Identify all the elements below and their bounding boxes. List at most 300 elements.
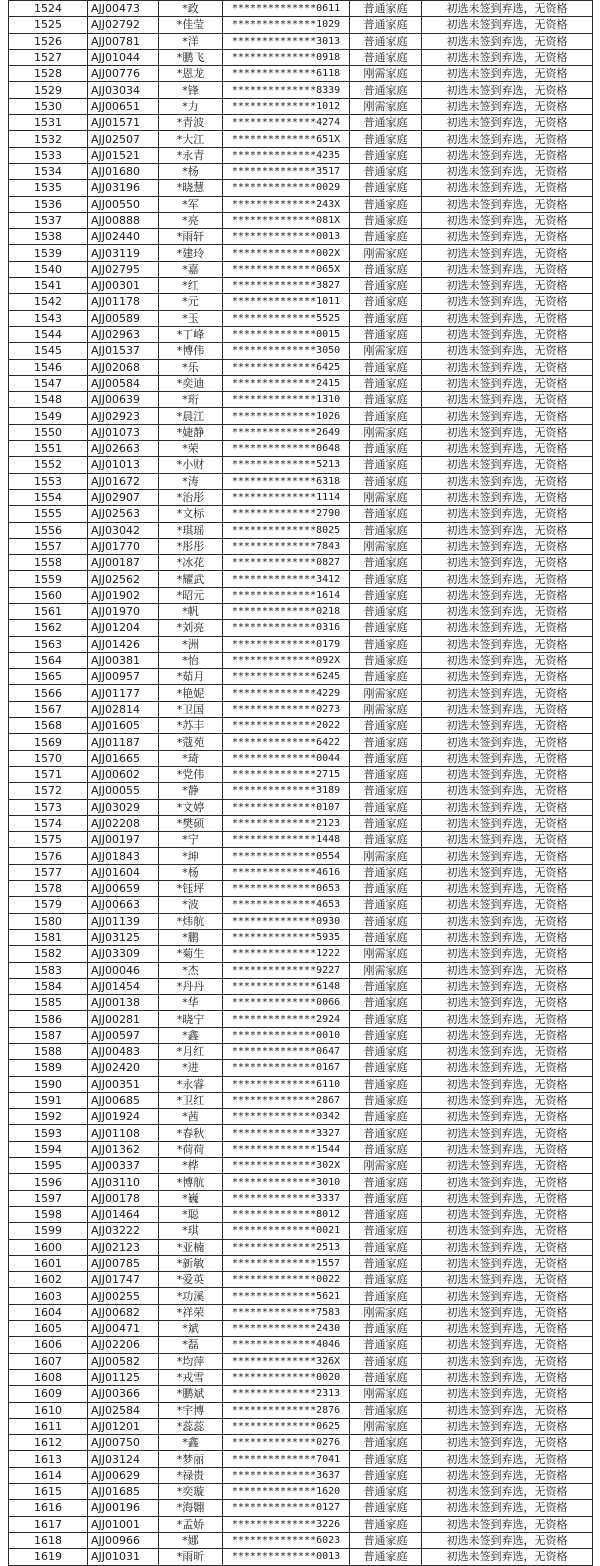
row-number-cell: 1575	[9, 832, 88, 848]
household-type-cell: 普通家庭	[350, 392, 422, 408]
applicant-name-cell: *鑫	[159, 1027, 223, 1043]
household-type-cell: 普通家庭	[350, 1288, 422, 1304]
selection-result-cell: 初选未签到弃选，无资格	[422, 1451, 593, 1467]
table-row	[9, 82, 593, 98]
masked-id-number-cell: **************081X	[223, 212, 350, 228]
applicant-name-cell: *娜	[159, 1532, 223, 1548]
application-id-cell: AJJ02562	[88, 571, 159, 587]
application-id-cell: AJJ00584	[88, 375, 159, 391]
household-type-cell: 普通家庭	[350, 555, 422, 571]
selection-result-cell: 初选未签到弃选，无资格	[422, 1092, 593, 1108]
household-type-cell: 刚需家庭	[350, 1304, 422, 1320]
masked-id-number-cell: **************1614	[223, 587, 350, 603]
applicant-name-cell: *巍	[159, 1190, 223, 1206]
masked-id-number-cell: **************065X	[223, 261, 350, 277]
masked-id-number-cell: **************3327	[223, 1125, 350, 1141]
row-number-cell: 1544	[9, 326, 88, 342]
table-row	[9, 701, 593, 717]
row-number-cell: 1608	[9, 1369, 88, 1385]
household-type-cell: 普通家庭	[350, 1044, 422, 1060]
application-id-cell: AJJ00582	[88, 1353, 159, 1369]
household-type-cell: 普通家庭	[350, 718, 422, 734]
masked-id-number-cell: **************6245	[223, 669, 350, 685]
household-type-cell: 刚需家庭	[350, 685, 422, 701]
application-id-cell: AJJ01013	[88, 457, 159, 473]
table-row	[9, 1092, 593, 1108]
selection-result-cell: 初选未签到弃选，无资格	[422, 718, 593, 734]
applicant-name-cell: *彤彤	[159, 538, 223, 554]
household-type-cell: 普通家庭	[350, 913, 422, 929]
selection-result-cell: 初选未签到弃选，无资格	[422, 1109, 593, 1125]
results-table-body	[9, 1, 593, 1566]
applicant-name-cell: *杨	[159, 163, 223, 179]
household-type-cell: 普通家庭	[350, 587, 422, 603]
applicant-name-cell: *雨轩	[159, 229, 223, 245]
household-type-cell: 普通家庭	[350, 1060, 422, 1076]
household-type-cell: 普通家庭	[350, 603, 422, 619]
application-id-cell: AJJ02507	[88, 131, 159, 147]
row-number-cell: 1545	[9, 343, 88, 359]
application-id-cell: AJJ03034	[88, 82, 159, 98]
row-number-cell: 1611	[9, 1418, 88, 1434]
applicant-name-cell: *功溪	[159, 1288, 223, 1304]
row-number-cell: 1546	[9, 359, 88, 375]
row-number-cell: 1579	[9, 897, 88, 913]
application-id-cell: AJJ03042	[88, 522, 159, 538]
row-number-cell: 1606	[9, 1337, 88, 1353]
application-id-cell: AJJ00957	[88, 669, 159, 685]
applicant-name-cell: *洋	[159, 33, 223, 49]
masked-id-number-cell: **************3337	[223, 1190, 350, 1206]
table-row	[9, 881, 593, 897]
selection-result-cell: 初选未签到弃选，无资格	[422, 1272, 593, 1288]
applicant-name-cell: *永睿	[159, 1076, 223, 1092]
selection-result-cell: 初选未签到弃选，无资格	[422, 1174, 593, 1190]
masked-id-number-cell: **************0066	[223, 995, 350, 1011]
household-type-cell: 普通家庭	[350, 375, 422, 391]
row-number-cell: 1562	[9, 620, 88, 636]
table-row	[9, 1272, 593, 1288]
application-id-cell: AJJ00597	[88, 1027, 159, 1043]
row-number-cell: 1535	[9, 180, 88, 196]
household-type-cell: 普通家庭	[350, 978, 422, 994]
household-type-cell: 普通家庭	[350, 180, 422, 196]
household-type-cell: 普通家庭	[350, 49, 422, 65]
row-number-cell: 1605	[9, 1321, 88, 1337]
row-number-cell: 1618	[9, 1532, 88, 1548]
household-type-cell: 刚需家庭	[350, 946, 422, 962]
selection-result-cell: 初选未签到弃选，无资格	[422, 1060, 593, 1076]
applicant-name-cell: *孟娇	[159, 1516, 223, 1532]
applicant-name-cell: *玉	[159, 310, 223, 326]
applicant-name-cell: *亚楠	[159, 1239, 223, 1255]
application-id-cell: AJJ00589	[88, 310, 159, 326]
applicant-name-cell: *春秋	[159, 1125, 223, 1141]
household-type-cell: 普通家庭	[350, 832, 422, 848]
masked-id-number-cell: **************7583	[223, 1304, 350, 1320]
applicant-name-cell: *杨	[159, 864, 223, 880]
application-id-cell: AJJ00659	[88, 881, 159, 897]
applicant-name-cell: *耀武	[159, 571, 223, 587]
masked-id-number-cell: **************2415	[223, 375, 350, 391]
selection-result-cell: 初选未签到弃选，无资格	[422, 278, 593, 294]
application-id-cell: AJJ03124	[88, 1451, 159, 1467]
row-number-cell: 1547	[9, 375, 88, 391]
application-id-cell: AJJ02563	[88, 506, 159, 522]
applicant-name-cell: *晓宁	[159, 1011, 223, 1027]
selection-result-cell: 初选未签到弃选，无资格	[422, 1516, 593, 1532]
applicant-name-cell: *鹏	[159, 929, 223, 945]
selection-result-cell: 初选未签到弃选，无资格	[422, 245, 593, 261]
masked-id-number-cell: **************3412	[223, 571, 350, 587]
selection-result-cell: 初选未签到弃选，无资格	[422, 229, 593, 245]
application-id-cell: AJJ01665	[88, 750, 159, 766]
row-number-cell: 1537	[9, 212, 88, 228]
application-id-cell: AJJ03119	[88, 245, 159, 261]
household-type-cell: 普通家庭	[350, 82, 422, 98]
row-number-cell: 1563	[9, 636, 88, 652]
row-number-cell: 1555	[9, 506, 88, 522]
applicant-name-cell: *杰	[159, 962, 223, 978]
row-number-cell: 1552	[9, 457, 88, 473]
selection-result-cell: 初选未签到弃选，无资格	[422, 1402, 593, 1418]
household-type-cell: 刚需家庭	[350, 1386, 422, 1402]
applicant-name-cell: *海翾	[159, 1500, 223, 1516]
household-type-cell: 普通家庭	[350, 1549, 422, 1565]
application-id-cell: AJJ01672	[88, 473, 159, 489]
selection-result-cell: 初选未签到弃选，无资格	[422, 881, 593, 897]
row-number-cell: 1554	[9, 489, 88, 505]
household-type-cell: 普通家庭	[350, 1027, 422, 1043]
selection-result-cell: 初选未签到弃选，无资格	[422, 1011, 593, 1027]
household-type-cell: 普通家庭	[350, 473, 422, 489]
table-row	[9, 1060, 593, 1076]
household-type-cell: 普通家庭	[350, 571, 422, 587]
masked-id-number-cell: **************0020	[223, 1369, 350, 1385]
row-number-cell: 1533	[9, 147, 88, 163]
selection-result-cell: 初选未签到弃选，无资格	[422, 66, 593, 82]
applicant-name-cell: *卫红	[159, 1092, 223, 1108]
selection-result-cell: 初选未签到弃选，无资格	[422, 799, 593, 815]
masked-id-number-cell: **************2313	[223, 1386, 350, 1402]
applicant-name-cell: *博航	[159, 1174, 223, 1190]
selection-result-cell: 初选未签到弃选，无资格	[422, 636, 593, 652]
applicant-name-cell: *嘉	[159, 261, 223, 277]
row-number-cell: 1578	[9, 881, 88, 897]
selection-result-cell: 初选未签到弃选，无资格	[422, 131, 593, 147]
application-id-cell: AJJ03110	[88, 1174, 159, 1190]
selection-result-cell: 初选未签到弃选，无资格	[422, 1206, 593, 1222]
household-type-cell: 普通家庭	[350, 1451, 422, 1467]
selection-result-cell: 初选未签到弃选，无资格	[422, 685, 593, 701]
selection-result-cell: 初选未签到弃选，无资格	[422, 1125, 593, 1141]
household-type-cell: 刚需家庭	[350, 489, 422, 505]
table-row	[9, 750, 593, 766]
applicant-name-cell: *军	[159, 196, 223, 212]
household-type-cell: 普通家庭	[350, 278, 422, 294]
masked-id-number-cell: **************5935	[223, 929, 350, 945]
selection-result-cell: 初选未签到弃选，无资格	[422, 783, 593, 799]
selection-result-cell: 初选未签到弃选，无资格	[422, 343, 593, 359]
masked-id-number-cell: **************3226	[223, 1516, 350, 1532]
selection-result-cell: 初选未签到弃选，无资格	[422, 408, 593, 424]
selection-result-cell: 初选未签到弃选，无资格	[422, 1532, 593, 1548]
table-row	[9, 864, 593, 880]
results-table	[8, 0, 593, 1566]
selection-result-cell: 初选未签到弃选，无资格	[422, 864, 593, 880]
household-type-cell: 普通家庭	[350, 326, 422, 342]
applicant-name-cell: *鹏斌	[159, 1386, 223, 1402]
masked-id-number-cell: **************4235	[223, 147, 350, 163]
table-row	[9, 734, 593, 750]
row-number-cell: 1564	[9, 652, 88, 668]
application-id-cell: AJJ01843	[88, 848, 159, 864]
masked-id-number-cell: **************2022	[223, 718, 350, 734]
application-id-cell: AJJ01680	[88, 163, 159, 179]
household-type-cell: 普通家庭	[350, 1467, 422, 1483]
table-row	[9, 1011, 593, 1027]
table-row	[9, 245, 593, 261]
row-number-cell: 1551	[9, 441, 88, 457]
application-id-cell: AJJ02963	[88, 326, 159, 342]
table-row	[9, 1353, 593, 1369]
selection-result-cell: 初选未签到弃选，无资格	[422, 473, 593, 489]
applicant-name-cell: *佳莹	[159, 17, 223, 33]
applicant-name-cell: *珩	[159, 392, 223, 408]
household-type-cell: 刚需家庭	[350, 424, 422, 440]
household-type-cell: 普通家庭	[350, 229, 422, 245]
masked-id-number-cell: **************2430	[223, 1321, 350, 1337]
table-row	[9, 1321, 593, 1337]
table-row	[9, 1386, 593, 1402]
application-id-cell: AJJ02795	[88, 261, 159, 277]
application-id-cell: AJJ00651	[88, 98, 159, 114]
application-id-cell: AJJ00483	[88, 1044, 159, 1060]
applicant-name-cell: *蔻苑	[159, 734, 223, 750]
row-number-cell: 1595	[9, 1158, 88, 1174]
table-row	[9, 1239, 593, 1255]
applicant-name-cell: *进	[159, 1060, 223, 1076]
application-id-cell: AJJ01426	[88, 636, 159, 652]
application-id-cell: AJJ01604	[88, 864, 159, 880]
selection-result-cell: 初选未签到弃选，无资格	[422, 1484, 593, 1500]
application-id-cell: AJJ00471	[88, 1321, 159, 1337]
masked-id-number-cell: **************3189	[223, 783, 350, 799]
applicant-name-cell: *磊	[159, 1337, 223, 1353]
selection-result-cell: 初选未签到弃选，无资格	[422, 962, 593, 978]
application-id-cell: AJJ01201	[88, 1418, 159, 1434]
selection-result-cell: 初选未签到弃选，无资格	[422, 766, 593, 782]
row-number-cell: 1561	[9, 603, 88, 619]
masked-id-number-cell: **************8012	[223, 1206, 350, 1222]
table-row	[9, 1402, 593, 1418]
selection-result-cell: 初选未签到弃选，无资格	[422, 946, 593, 962]
table-row	[9, 946, 593, 962]
applicant-name-cell: *爱英	[159, 1272, 223, 1288]
row-number-cell: 1589	[9, 1060, 88, 1076]
selection-result-cell: 初选未签到弃选，无资格	[422, 1304, 593, 1320]
row-number-cell: 1588	[9, 1044, 88, 1060]
applicant-name-cell: *梦丽	[159, 1451, 223, 1467]
selection-result-cell: 初选未签到弃选，无资格	[422, 261, 593, 277]
masked-id-number-cell: **************2790	[223, 506, 350, 522]
table-row	[9, 33, 593, 49]
table-row	[9, 1044, 593, 1060]
application-id-cell: AJJ02123	[88, 1239, 159, 1255]
application-id-cell: AJJ00046	[88, 962, 159, 978]
table-row	[9, 261, 593, 277]
applicant-name-cell: *怡	[159, 652, 223, 668]
selection-result-cell: 初选未签到弃选，无资格	[422, 310, 593, 326]
table-row	[9, 457, 593, 473]
row-number-cell: 1610	[9, 1402, 88, 1418]
application-id-cell: AJJ00602	[88, 766, 159, 782]
applicant-name-cell: *鑫	[159, 1435, 223, 1451]
application-id-cell: AJJ00187	[88, 555, 159, 571]
table-row	[9, 978, 593, 994]
selection-result-cell: 初选未签到弃选，无资格	[422, 506, 593, 522]
application-id-cell: AJJ03196	[88, 180, 159, 196]
applicant-name-cell: *宇博	[159, 1402, 223, 1418]
applicant-name-cell: *恩龙	[159, 66, 223, 82]
applicant-name-cell: *丁峰	[159, 326, 223, 342]
masked-id-number-cell: **************5525	[223, 310, 350, 326]
masked-id-number-cell: **************0127	[223, 1500, 350, 1516]
household-type-cell: 普通家庭	[350, 1484, 422, 1500]
selection-result-cell: 初选未签到弃选，无资格	[422, 978, 593, 994]
masked-id-number-cell: **************0647	[223, 1044, 350, 1060]
household-type-cell: 普通家庭	[350, 1206, 422, 1222]
row-number-cell: 1529	[9, 82, 88, 98]
row-number-cell: 1557	[9, 538, 88, 554]
selection-result-cell: 初选未签到弃选，无资格	[422, 489, 593, 505]
selection-result-cell: 初选未签到弃选，无资格	[422, 571, 593, 587]
row-number-cell: 1613	[9, 1451, 88, 1467]
applicant-name-cell: *琪瑶	[159, 522, 223, 538]
application-id-cell: AJJ01073	[88, 424, 159, 440]
household-type-cell: 普通家庭	[350, 1353, 422, 1369]
masked-id-number-cell: **************3827	[223, 278, 350, 294]
applicant-name-cell: *茜	[159, 1109, 223, 1125]
applicant-name-cell: *小财	[159, 457, 223, 473]
table-row	[9, 929, 593, 945]
household-type-cell: 普通家庭	[350, 652, 422, 668]
selection-result-cell: 初选未签到弃选，无资格	[422, 212, 593, 228]
row-number-cell: 1570	[9, 750, 88, 766]
masked-id-number-cell: **************0611	[223, 1, 350, 17]
row-number-cell: 1581	[9, 929, 88, 945]
table-row	[9, 147, 593, 163]
masked-id-number-cell: **************3517	[223, 163, 350, 179]
table-row	[9, 1500, 593, 1516]
applicant-name-cell: *苏丰	[159, 718, 223, 734]
applicant-name-cell: *婕静	[159, 424, 223, 440]
masked-id-number-cell: **************651X	[223, 131, 350, 147]
table-row	[9, 1190, 593, 1206]
application-id-cell: AJJ01537	[88, 343, 159, 359]
row-number-cell: 1583	[9, 962, 88, 978]
applicant-name-cell: *晓慧	[159, 180, 223, 196]
table-row	[9, 343, 593, 359]
table-row	[9, 1027, 593, 1043]
row-number-cell: 1541	[9, 278, 88, 294]
row-number-cell: 1600	[9, 1239, 88, 1255]
household-type-cell: 刚需家庭	[350, 1418, 422, 1434]
applicant-name-cell: *红	[159, 278, 223, 294]
row-number-cell: 1607	[9, 1353, 88, 1369]
masked-id-number-cell: **************092X	[223, 652, 350, 668]
selection-result-cell: 初选未签到弃选，无资格	[422, 1288, 593, 1304]
selection-result-cell: 初选未签到弃选，无资格	[422, 457, 593, 473]
household-type-cell: 刚需家庭	[350, 701, 422, 717]
selection-result-cell: 初选未签到弃选，无资格	[422, 1321, 593, 1337]
selection-result-cell: 初选未签到弃选，无资格	[422, 750, 593, 766]
selection-result-cell: 初选未签到弃选，无资格	[422, 17, 593, 33]
selection-result-cell: 初选未签到弃选，无资格	[422, 913, 593, 929]
masked-id-number-cell: **************0827	[223, 555, 350, 571]
row-number-cell: 1580	[9, 913, 88, 929]
masked-id-number-cell: **************4653	[223, 897, 350, 913]
selection-result-cell: 初选未签到弃选，无资格	[422, 98, 593, 114]
applicant-name-cell: *荣	[159, 441, 223, 457]
row-number-cell: 1532	[9, 131, 88, 147]
table-row	[9, 1532, 593, 1548]
row-number-cell: 1582	[9, 946, 88, 962]
applicant-name-cell: *建玲	[159, 245, 223, 261]
selection-result-cell: 初选未签到弃选，无资格	[422, 929, 593, 945]
household-type-cell: 普通家庭	[350, 1223, 422, 1239]
masked-id-number-cell: **************3637	[223, 1467, 350, 1483]
applicant-name-cell: *均萍	[159, 1353, 223, 1369]
table-row	[9, 489, 593, 505]
selection-result-cell: 初选未签到弃选，无资格	[422, 1, 593, 17]
table-row	[9, 1451, 593, 1467]
row-number-cell: 1539	[9, 245, 88, 261]
table-row	[9, 1369, 593, 1385]
masked-id-number-cell: **************0625	[223, 1418, 350, 1434]
applicant-name-cell: *新敏	[159, 1255, 223, 1271]
applicant-name-cell: *博伟	[159, 343, 223, 359]
row-number-cell: 1574	[9, 815, 88, 831]
masked-id-number-cell: **************3050	[223, 343, 350, 359]
household-type-cell: 普通家庭	[350, 212, 422, 228]
table-row	[9, 669, 593, 685]
selection-result-cell: 初选未签到弃选，无资格	[422, 1435, 593, 1451]
household-type-cell: 普通家庭	[350, 147, 422, 163]
applicant-name-cell: *奕迪	[159, 375, 223, 391]
applicant-name-cell: *华	[159, 995, 223, 1011]
table-row	[9, 310, 593, 326]
household-type-cell: 普通家庭	[350, 1141, 422, 1157]
applicant-name-cell: *力	[159, 98, 223, 114]
row-number-cell: 1615	[9, 1484, 88, 1500]
household-type-cell: 普通家庭	[350, 457, 422, 473]
row-number-cell: 1566	[9, 685, 88, 701]
masked-id-number-cell: **************2123	[223, 815, 350, 831]
table-row	[9, 441, 593, 457]
applicant-name-cell: *晨江	[159, 408, 223, 424]
masked-id-number-cell: **************2924	[223, 1011, 350, 1027]
masked-id-number-cell: **************7843	[223, 538, 350, 554]
masked-id-number-cell: **************302X	[223, 1158, 350, 1174]
applicant-name-cell: *大江	[159, 131, 223, 147]
selection-result-cell: 初选未签到弃选，无资格	[422, 1158, 593, 1174]
selection-result-cell: 初选未签到弃选，无资格	[422, 359, 593, 375]
masked-id-number-cell: **************1222	[223, 946, 350, 962]
row-number-cell: 1531	[9, 115, 88, 131]
household-type-cell: 普通家庭	[350, 1239, 422, 1255]
household-type-cell: 普通家庭	[350, 995, 422, 1011]
